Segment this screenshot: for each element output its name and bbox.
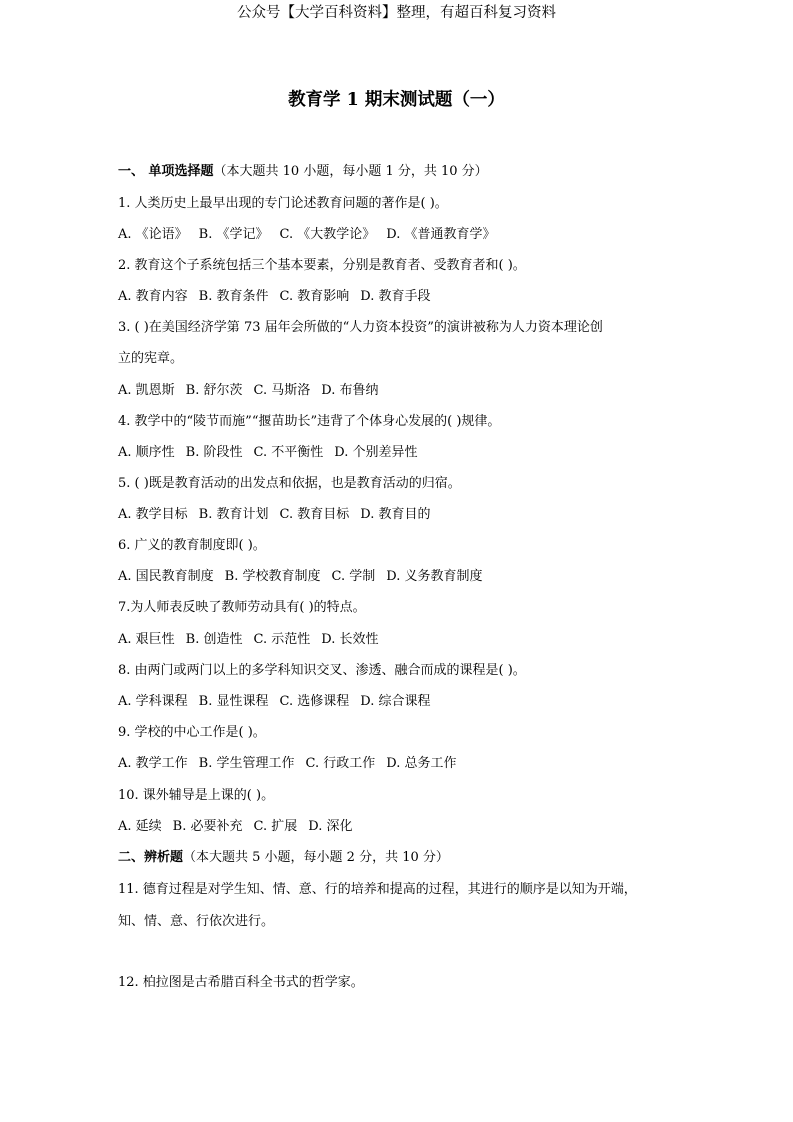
question-7-option-b: B. 创造性 <box>185 632 243 647</box>
question-4-option-b: B. 阶段性 <box>185 445 243 460</box>
question-8-option-c: C. 选修课程 <box>279 694 350 709</box>
question-2-option-b: B. 教育条件 <box>198 289 269 304</box>
question-5-option-b: B. 教育计划 <box>198 507 269 522</box>
question-2-option-c: C. 教育影响 <box>279 289 350 304</box>
question-6-option-c: C. 学制 <box>331 569 376 584</box>
question-10-option-b: B. 必要补充 <box>172 819 243 834</box>
question-10-option-a: A. 延续 <box>118 819 162 834</box>
question-9-option-c: C. 行政工作 <box>305 756 376 771</box>
section-2-title: 二、辨析题 <box>118 850 184 865</box>
question-3-stem: 3. ( )在美国经济学第 73 届年会所做的“人力资本投资”的演讲被称为人力资本理论创 <box>118 320 603 335</box>
document-title: 教育学 1 期末测试题（一） <box>288 90 505 110</box>
question-3-option-b: B. 舒尔茨 <box>185 383 243 398</box>
question-8-options <box>118 692 430 712</box>
question-3-option-a: A. 凯恩斯 <box>118 383 175 398</box>
section-2-heading <box>118 848 449 868</box>
question-8-option-a: A. 学科课程 <box>118 694 188 709</box>
question-2-stem: 2. 教育这个子系统包括三个基本要素，分别是教育者、受教育者和( )。 <box>118 258 526 273</box>
question-1-option-d: D. 《普通教育学》 <box>386 227 496 242</box>
question-2-option-d: D. 教育手段 <box>360 289 431 304</box>
section-1-heading <box>118 162 488 182</box>
question-5-option-d: D. 教育目的 <box>360 507 431 522</box>
question-11-stem: 11. 德育过程是对学生知、情、意、行的培养和提高的过程，其进行的顺序是以知为开端， <box>118 882 637 897</box>
question-8-option-d: D. 综合课程 <box>360 694 431 709</box>
question-9-option-b: B. 学生管理工作 <box>198 756 295 771</box>
question-2-option-a: A. 教育内容 <box>118 289 188 304</box>
page-header-note: 公众号【大学百科资料】整理，有超百科复习资料 <box>237 5 556 21</box>
question-8-option-b: B. 显性课程 <box>198 694 269 709</box>
question-7-option-a: A. 艰巨性 <box>118 632 175 647</box>
question-5-option-c: C. 教育目标 <box>279 507 350 522</box>
question-4-stem: 4. 教学中的“陵节而施”“揠苗助长”违背了个体身心发展的( )规律。 <box>118 414 501 429</box>
question-3-options <box>118 381 378 401</box>
question-6-option-b: B. 学校教育制度 <box>224 569 321 584</box>
question-4-option-a: A. 顺序性 <box>118 445 175 460</box>
question-1-option-a: A. 《论语》 <box>118 227 188 242</box>
question-12-stem: 12. 柏拉图是古希腊百科全书式的哲学家。 <box>118 975 364 990</box>
section-2-note: （本大题共 5 小题，每小题 2 分，共 10 分） <box>183 850 449 865</box>
question-1-option-c: C. 《大教学论》 <box>279 227 376 242</box>
question-6-stem: 6. 广义的教育制度即( )。 <box>118 538 266 553</box>
question-9-option-d: D. 总务工作 <box>386 756 457 771</box>
question-7-option-c: C. 示范性 <box>253 632 311 647</box>
question-3-option-c: C. 马斯洛 <box>253 383 311 398</box>
question-3-stem-continued: 立的宪章。 <box>118 351 184 366</box>
question-10-stem: 10. 课外辅导是上课的( )。 <box>118 788 275 803</box>
question-10-options <box>118 817 352 837</box>
question-9-option-a: A. 教学工作 <box>118 756 188 771</box>
question-11-stem-continued: 知、情、意、行依次进行。 <box>118 914 275 929</box>
question-5-option-a: A. 教学目标 <box>118 507 188 522</box>
question-10-option-d: D. 深化 <box>308 819 353 834</box>
question-6-option-d: D. 义务教育制度 <box>386 569 483 584</box>
question-4-option-d: D. 个别差异性 <box>334 445 418 460</box>
section-1-title: 一、 单项选择题 <box>118 164 214 179</box>
question-1-options <box>118 225 495 245</box>
section-1-note: （本大题共 10 小题，每小题 1 分，共 10 分） <box>213 164 488 179</box>
question-4-options <box>118 443 417 463</box>
question-7-option-d: D. 长效性 <box>321 632 379 647</box>
question-2-options <box>118 287 430 307</box>
question-5-options <box>118 505 430 525</box>
question-4-option-c: C. 不平衡性 <box>253 445 324 460</box>
question-9-stem: 9. 学校的中心工作是( )。 <box>118 725 266 740</box>
question-8-stem: 8. 由两门或两门以上的多学科知识交叉、渗透、融合而成的课程是( )。 <box>118 663 526 678</box>
question-10-option-c: C. 扩展 <box>253 819 298 834</box>
question-6-options <box>118 567 482 587</box>
question-9-options <box>118 754 456 774</box>
question-3-option-d: D. 布鲁纳 <box>321 383 379 398</box>
question-1-stem: 1. 人类历史上最早出现的专门论述教育问题的著作是( )。 <box>118 196 448 211</box>
question-7-stem: 7.为人师表反映了教师劳动具有( )的特点。 <box>118 600 366 615</box>
question-6-option-a: A. 国民教育制度 <box>118 569 214 584</box>
question-5-stem: 5. ( )既是教育活动的出发点和依据，也是教育活动的归宿。 <box>118 476 461 491</box>
question-1-option-b: B. 《学记》 <box>198 227 269 242</box>
question-7-options <box>118 630 378 650</box>
